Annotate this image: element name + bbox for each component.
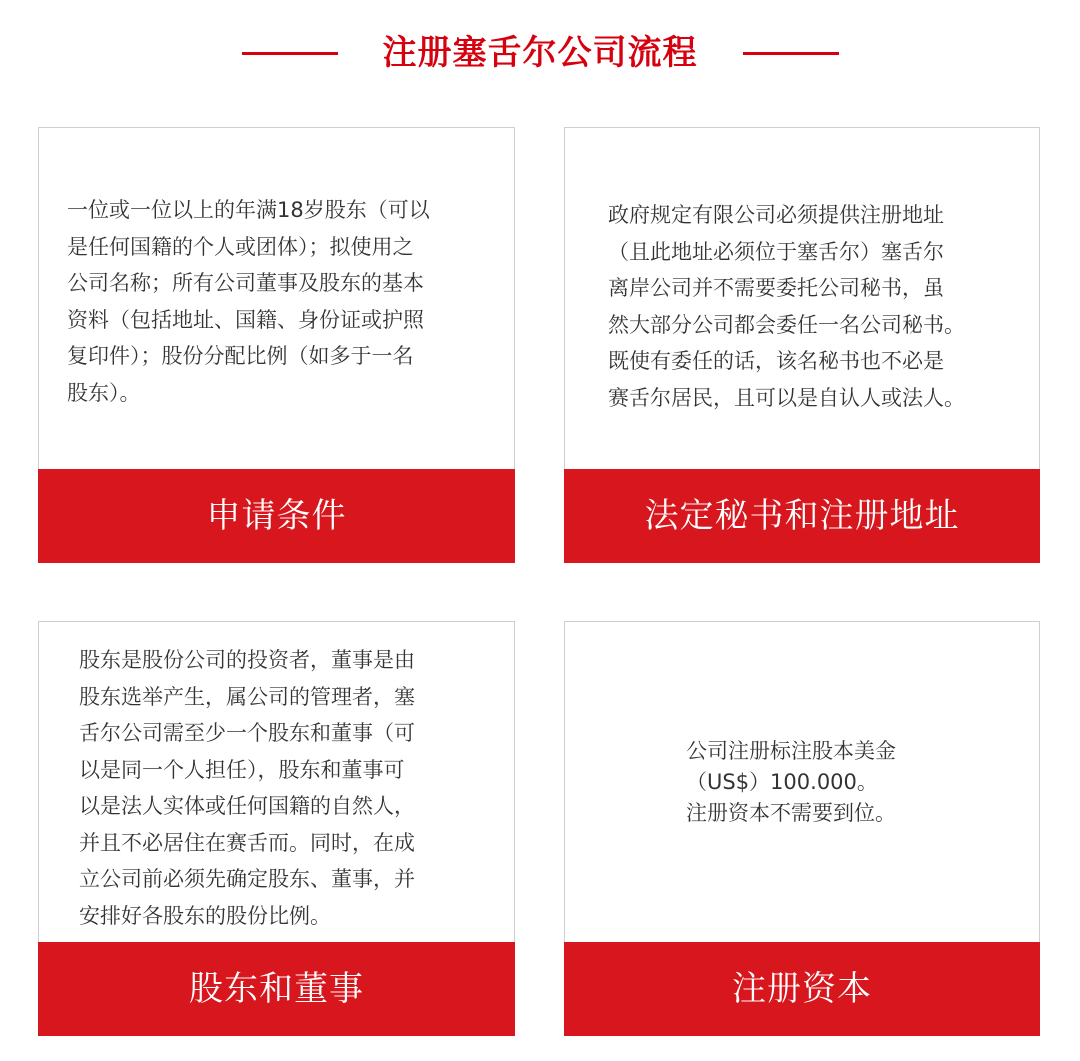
card-body-text: 股东是股份公司的投资者，董事是由 股东选举产生，属公司的管理者，塞 舌尔公司需至少一个股东和董事（可 以是同一个人担任），股东和董事可 以是法人实体或任何国籍的自然人， 并且不必居住在赛舌而。同时，在成 立公司前必须先确定股东、董事，并 安排好各股东的股份比例。 bbox=[79, 648, 415, 928]
card-shareholders-and-directors bbox=[38, 621, 515, 1036]
page-header bbox=[0, 22, 1080, 84]
title-divider-left bbox=[242, 52, 338, 55]
card-footer-label: 法定秘书和注册地址 bbox=[564, 469, 1040, 563]
title-divider-right bbox=[743, 52, 839, 55]
card-body-text: 一位或一位以上的年满18岁股东（可以 是任何国籍的个人或团体）；拟使用之 公司名称；所有公司董事及股东的基本 资料（包括地址、国籍、身份证或护照 复印件）；股份分配比例（如多于一名 股东）。 bbox=[67, 198, 430, 405]
page-title: 注册塞舌尔公司流程 bbox=[382, 33, 698, 73]
card-secretary-and-address bbox=[564, 127, 1040, 563]
card-footer-label: 申请条件 bbox=[38, 469, 515, 563]
card-application-conditions bbox=[38, 127, 515, 563]
card-registered-capital bbox=[564, 621, 1040, 1036]
card-footer-label: 股东和董事 bbox=[38, 942, 515, 1036]
card-body-text: 政府规定有限公司必须提供注册地址 （且此地址必须位于塞舌尔）塞舌尔 离岸公司并不需要委托公司秘书，虽 然大部分公司都会委任一名公司秘书。 既使有委任的话，该名秘书也不必是 赛舌尔居民，且可以是自认人或法人。 bbox=[608, 203, 965, 410]
card-footer-label: 注册资本 bbox=[564, 942, 1040, 1036]
card-body-text: 公司注册标注股本美金 （US$）100.000。 注册资本不需要到位。 bbox=[686, 739, 896, 825]
